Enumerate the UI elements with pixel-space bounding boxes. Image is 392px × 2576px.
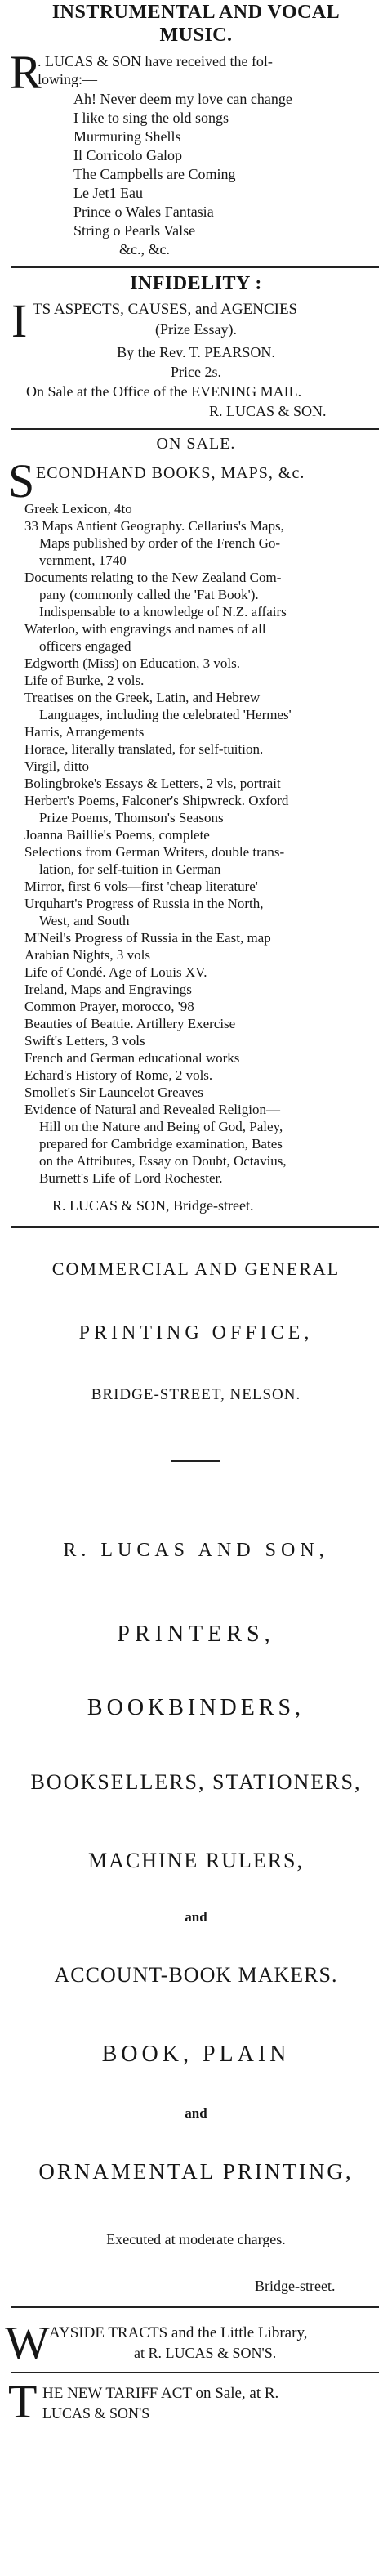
- list-item: French and German educational works: [24, 1050, 240, 1066]
- list-item: Bolingbroke's Essays & Letters, 2 vls, portrait: [24, 776, 281, 791]
- list-item: West, and South: [39, 913, 130, 928]
- infidelity-title: INFIDELITY :: [130, 273, 262, 294]
- firm-book: BOOK, PLAIN: [101, 2042, 291, 2067]
- divider: [172, 1460, 220, 1462]
- onsale-title: ON SALE.: [156, 435, 236, 453]
- divider: [11, 428, 379, 430]
- music-item: Murmuring Shells: [74, 128, 181, 145]
- list-item: Beauties of Beattie. Artillery Exercise: [24, 1016, 236, 1031]
- firm-executed: Executed at moderate charges.: [106, 2231, 286, 2247]
- music-item: String o Pearls Valse: [74, 222, 196, 239]
- wayside-line1: AYSIDE TRACTS and the Little Library,: [49, 2324, 308, 2341]
- wayside-dropcap: W: [5, 2316, 50, 2369]
- list-item: Languages, including the celebrated 'Hermes': [39, 707, 292, 722]
- list-item: Smollet's Sir Launcelot Greaves: [24, 1085, 203, 1100]
- list-item: Joanna Baillie's Poems, complete: [24, 827, 210, 843]
- firm-bookbinders: BOOKBINDERS,: [87, 1695, 305, 1720]
- music-title-line2: MUSIC.: [159, 25, 233, 46]
- list-item: vernment, 1740: [39, 552, 127, 568]
- printing-line3: BRIDGE-STREET, NELSON.: [91, 1386, 301, 1403]
- divider: [11, 266, 379, 268]
- list-item: M'Neil's Progress of Russia in the East, map: [24, 930, 271, 946]
- wayside-line2: at R. LUCAS & SON'S.: [134, 2345, 277, 2361]
- firm-machine: MACHINE RULERS,: [87, 1849, 304, 1872]
- onsale-list: [24, 500, 384, 1187]
- infidelity-author: By the Rev. T. PEARSON.: [117, 344, 275, 360]
- list-item: Evidence of Natural and Revealed Religion—: [24, 1102, 280, 1117]
- list-item: Ireland, Maps and Engravings: [24, 982, 192, 997]
- list-item: 33 Maps Antient Geography. Cellarius's Maps,: [24, 518, 284, 534]
- infidelity-seller: R. LUCAS & SON.: [209, 403, 327, 419]
- list-item: pany (commonly called the 'Fat Book').: [39, 587, 259, 602]
- firm-and: and: [185, 2105, 207, 2121]
- list-item: Hill on the Nature and Being of God, Paley,: [39, 1119, 283, 1134]
- list-item: Selections from German Writers, double trans-: [24, 844, 285, 860]
- list-item: prepared for Cambridge examination, Bates: [39, 1136, 283, 1152]
- list-item: Swift's Letters, 3 vols: [24, 1033, 145, 1049]
- music-intro-line1: . LUCAS & SON have received the fol-: [38, 53, 273, 69]
- list-item: Common Prayer, morocco, '98: [24, 999, 194, 1014]
- firm-account: ACCOUNT-BOOK MAKERS.: [54, 1963, 338, 1987]
- onsale-dropcap: S: [8, 454, 35, 508]
- firm-name: R. LUCAS AND SON,: [63, 1540, 329, 1561]
- list-item: Greek Lexicon, 4to: [24, 501, 132, 517]
- list-item: Life of Condé. Age of Louis XV.: [24, 964, 207, 980]
- list-item: Edgworth (Miss) on Education, 3 vols.: [24, 655, 240, 671]
- music-item: I like to sing the old songs: [74, 110, 229, 126]
- list-item: Arabian Nights, 3 vols: [24, 947, 150, 963]
- infidelity-price: Price 2s.: [171, 364, 221, 380]
- music-dropcap: R: [10, 46, 42, 99]
- list-item: Life of Burke, 2 vols.: [24, 673, 145, 688]
- infidelity-line2: (Prize Essay).: [155, 321, 237, 338]
- list-item: Burnett's Life of Lord Rochester.: [39, 1170, 223, 1186]
- tariff-line1: HE NEW TARIFF ACT on Sale, at R.: [42, 2385, 279, 2402]
- list-item: Mirror, first 6 vols—first 'cheap literature': [24, 879, 258, 894]
- music-item: Le Jet1 Eau: [74, 185, 143, 201]
- list-item: Echard's History of Rome, 2 vols.: [24, 1067, 213, 1083]
- music-item: Prince o Wales Fantasia: [74, 203, 214, 220]
- list-item: Indispensable to a knowledge of N.Z. affairs: [39, 604, 287, 619]
- onsale-seller: R. LUCAS & SON, Bridge-street.: [52, 1197, 254, 1214]
- printing-line2: PRINTING OFFICE,: [78, 1322, 314, 1344]
- firm-booksellers: BOOKSELLERS, STATIONERS,: [30, 1770, 362, 1794]
- firm-printers: PRINTERS,: [117, 1621, 275, 1647]
- music-item: Il Corricolo Galop: [74, 147, 182, 163]
- music-item: &c., &c.: [119, 241, 170, 257]
- tariff-line2: LUCAS & SON'S: [42, 2405, 150, 2422]
- list-item: Horace, literally translated, for self-tuition.: [24, 741, 264, 757]
- firm-street: Bridge-street.: [255, 2278, 336, 2294]
- infidelity-dropcap: I: [11, 294, 28, 347]
- list-item: Maps published by order of the French Go-: [39, 535, 281, 551]
- list-item: lation, for self-tuition in German: [39, 861, 221, 877]
- list-item: Waterloo, with engravings and names of all: [24, 621, 266, 637]
- music-item: The Campbells are Coming: [74, 166, 236, 182]
- list-item: on the Attributes, Essay on Doubt, Octavius,: [39, 1153, 287, 1169]
- music-intro-line2: lowing:—: [38, 71, 98, 87]
- infidelity-line1: TS ASPECTS, CAUSES, and AGENCIES: [33, 301, 298, 318]
- onsale-heading: ECONDHAND BOOKS, MAPS, &c.: [36, 464, 305, 482]
- list-item: Virgil, ditto: [24, 758, 89, 774]
- list-item: Harris, Arrangements: [24, 724, 145, 740]
- list-item: Urquhart's Progress of Russia in the North,: [24, 896, 264, 911]
- infidelity-sale: On Sale at the Office of the EVENING MAIL.: [26, 383, 302, 400]
- music-title-line1: INSTRUMENTAL AND VOCAL: [51, 2, 341, 23]
- music-item: Ah! Never deem my love can change: [74, 91, 292, 107]
- divider: [11, 2372, 379, 2373]
- list-item: officers engaged: [39, 638, 131, 654]
- divider: [11, 1226, 379, 1228]
- tariff-dropcap: T: [8, 2375, 38, 2428]
- firm-ornamental: ORNAMENTAL PRINTING,: [38, 2159, 354, 2184]
- list-item: Treatises on the Greek, Latin, and Hebrew: [24, 690, 261, 705]
- divider: [11, 2306, 379, 2308]
- list-item: Herbert's Poems, Falconer's Shipwreck. Oxford: [24, 793, 289, 808]
- list-item: Documents relating to the New Zealand Com-: [24, 570, 282, 585]
- list-item: Prize Poems, Thomson's Seasons: [39, 810, 224, 825]
- printing-line1: COMMERCIAL AND GENERAL: [51, 1259, 341, 1279]
- firm-and: and: [185, 1909, 207, 1925]
